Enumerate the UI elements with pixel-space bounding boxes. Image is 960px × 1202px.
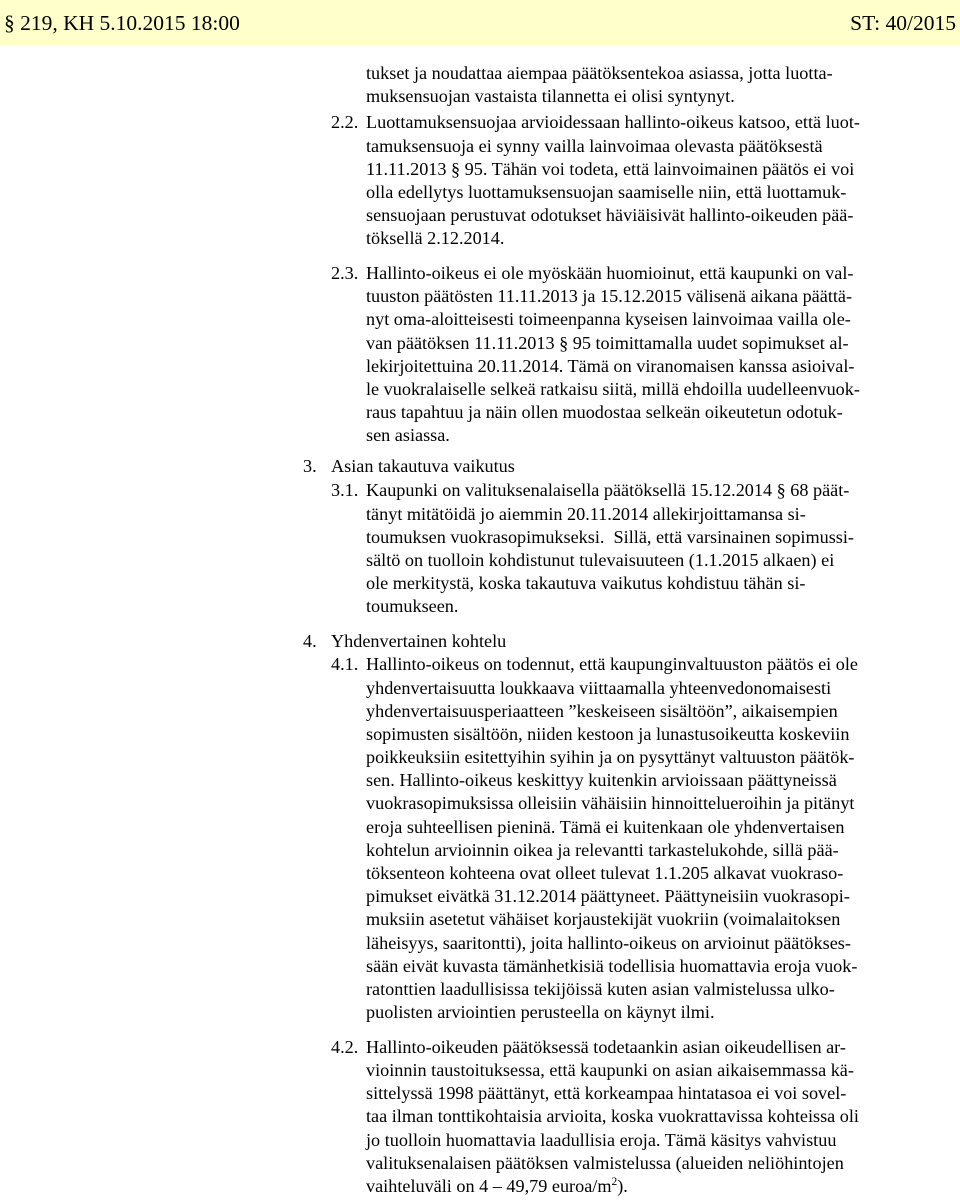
text-line: sittelyssä 1998 päättänyt, että korkeampaa hintatasoa ei voi sovel-: [366, 1083, 847, 1104]
text-line: sen. Hallinto-oikeus keskittyy kuitenkin arvioissaan päättyneissä: [366, 770, 837, 791]
header-section-reference: § 219, KH 5.10.2015 18:00: [4, 11, 240, 35]
paragraph-number: 3.1.: [331, 480, 359, 501]
text-line: sältö on tuolloin kohdistunut tulevaisuuteen (1.1.2015 alkaen) ei: [366, 549, 835, 570]
text-line: 11.11.2013 § 95. Tähän voi todeta, että lainvoimainen päätös ei voi: [366, 158, 855, 179]
text-line: toumukseen.: [366, 596, 459, 617]
paragraph-number: 4.1.: [331, 654, 359, 675]
text-fragment: vaihteluväli on 4 – 49,79 euroa/m: [366, 1176, 612, 1196]
text-line: valituksenalaisen päätöksen valmistelussa (alueiden neliöhintojen: [366, 1152, 844, 1173]
text-line: tänyt mitätöidä jo aiemmin 20.11.2014 allekirjoittamansa si-: [366, 503, 806, 524]
text-line: läheisyys, saaritontti), joita hallinto-oikeus on arvioinut päätökses-: [366, 932, 851, 953]
section-heading: Asian takautuva vaikutus: [331, 456, 515, 477]
text-line: muksensuojan vastaista tilannetta ei olisi syntynyt.: [366, 86, 735, 107]
text-line: Kaupunki on valituksenalaisella päätöksellä 15.12.2014 § 68 päät-: [366, 480, 850, 501]
text-line: Hallinto-oikeuden päätöksessä todetaankin asian oikeudellisen ar-: [366, 1036, 846, 1057]
text-line: tukset ja noudattaa aiempaa päätöksentekoa asiassa, jotta luotta-: [366, 63, 833, 83]
text-line: töksenteon kohteena ovat olleet tulevat 1.1.205 alkavat vuokraso-: [366, 863, 844, 883]
text-line: yhdenvertaisuusperiaatteen ”keskeiseen sisältöön”, aikaisempien: [366, 700, 838, 721]
text-line: poikkeuksiin esitettyihin syihin ja on pysyttänyt valtuuston päätök-: [366, 747, 855, 767]
text-line: van päätöksen 11.11.2013 § 95 toimittamalla uudet sopimukset al-: [366, 332, 849, 353]
paragraph-number: 4.2.: [331, 1036, 359, 1057]
text-line: Hallinto-oikeus ei ole myöskään huomioinut, että kaupunki on val-: [366, 263, 854, 283]
text-line: töksellä 2.12.2014.: [366, 228, 505, 249]
text-line: sään eivät kuvasta tämänhetkisiä todellisia huomattavia eroja vuok-: [366, 955, 858, 976]
text-line: eroja suhteellisen pieninä. Tämä ei kuitenkaan ole yhdenvertaisen: [366, 816, 845, 837]
page-header: [0, 0, 960, 46]
text-line: le vuokralaiselle selkeä ratkaisu siitä, millä ehdoilla uudelleenvuok-: [366, 378, 860, 399]
text-line: vuokrasopimuksissa olleisiin vähäisiin hinnoittelueroihin ja pitänyt: [366, 793, 855, 814]
text-line: tuuston päätösten 11.11.2013 ja 15.12.2015 välisenä aikana päättä-: [366, 286, 853, 307]
paragraph-number: 2.2.: [331, 112, 359, 133]
text-line: jo tuolloin huomattavia laadullisia eroja. Tämä käsitys vahvistuu: [366, 1129, 837, 1150]
text-line: tamuksensuoja ei synny vailla lainvoimaa olevasta päätöksestä: [366, 135, 823, 156]
section-heading: Yhdenvertainen kohtelu: [331, 631, 507, 652]
section-number: 4.: [303, 631, 317, 652]
paragraph-number: 2.3.: [331, 263, 359, 283]
text-line: ole merkitystä, koska takautuva vaikutus kohdistuu tähän si-: [366, 573, 806, 594]
text-line: ratonttien laadullisissa tekijöissä kuten asian valmistelussa ulko-: [366, 978, 835, 999]
text-line: muksiin asetetut vähäiset korjaustekijät vuokriin (voimalaitoksen: [366, 909, 841, 930]
superscript: 2: [611, 1176, 618, 1188]
text-line: yhdenvertaisuutta loukkaava viittaamalla yhteenvedonomaisesti: [366, 677, 832, 698]
text-line: vioinnin taustoituksessa, että kaupunki on asian aikaisemmassa kä-: [366, 1060, 854, 1081]
text-line: raus tapahtuu ja näin ollen muodostaa selkeän oikeutetun odotuk-: [366, 402, 843, 423]
text-fragment: ).: [617, 1176, 628, 1196]
header-page-number: ST: 40/2015: [850, 11, 956, 35]
text-line: lekirjoitettuina 20.11.2014. Tämä on viranomaisen kanssa asioival-: [366, 355, 855, 376]
text-line: sen asiassa.: [366, 425, 450, 446]
text-line: taa ilman tonttikohtaisia arvioita, koska vuokrattavissa kohteissa oli: [366, 1106, 859, 1127]
text-line: sensuojaan perustuvat odotukset häviäisivät hallinto-oikeuden pää-: [366, 205, 854, 225]
text-line: kohtelun arvioinnin oikea ja relevantti tarkastelukohde, sillä pää-: [366, 839, 839, 860]
text-line: nyt oma-aloitteisesti toimeenpanna kyseisen lainvoimaa vailla ole-: [366, 309, 851, 330]
text-line: toumuksen vuokrasopimukseksi. Sillä, että varsinainen sopimussi-: [366, 526, 854, 547]
text-line: olla edellytys luottamuksensuojan saamiselle niin, että luottamuk-: [366, 181, 847, 202]
text-line: sopimusten sisältöön, niiden kestoon ja lunastusoikeutta koskeviin: [366, 723, 850, 744]
text-line-last: [366, 1174, 628, 1201]
text-line: Luottamuksensuojaa arvioidessaan hallinto-oikeus katsoo, että luot-: [366, 112, 860, 133]
section-number: 3.: [303, 456, 317, 477]
text-line: puolisten arviointien perusteella on käynyt ilmi.: [366, 1002, 715, 1023]
text-line: Hallinto-oikeus on todennut, että kaupunginvaltuuston päätös ei ole: [366, 654, 858, 675]
text-line: pimukset eivätkä 31.12.2014 päättyneet. Päättyneisiin vuokrasopi-: [366, 886, 850, 907]
